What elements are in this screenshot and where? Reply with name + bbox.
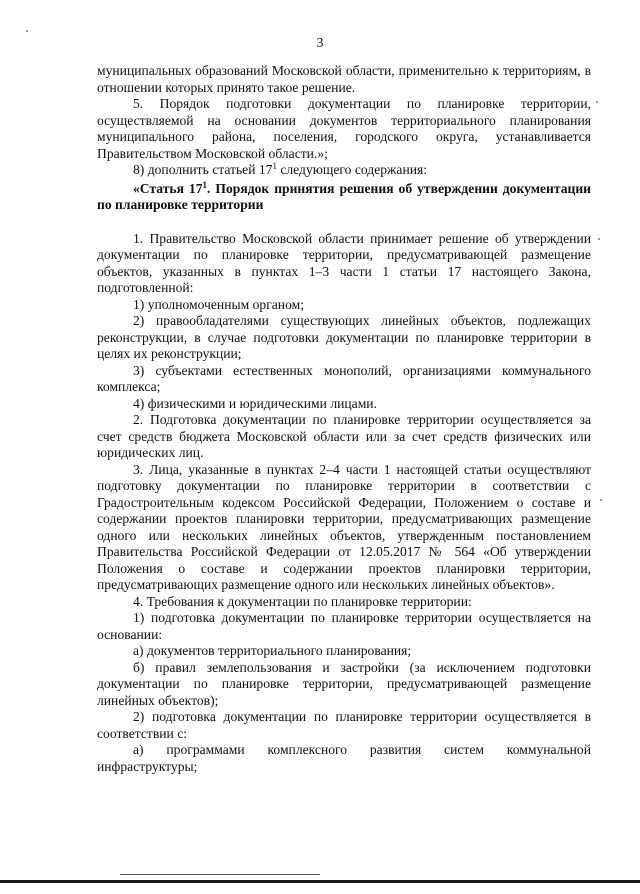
scan-speck (26, 30, 28, 32)
scan-bottom-edge (0, 880, 640, 883)
paragraph: 4. Требования к документации по планировке территории: (133, 593, 472, 609)
paragraph: 3. Лица, указанные в пунктах 2–4 части 1 настоящей статьи осуществляют подготовку документации по планировке территории в соответствии с Градостроительным кодексом Российской Федерации, Положением о составе и содержании проектов планировки территории, предусматривающих размещение одного или нескольких линейных объектов, утвержденным постановлением Правительства Российской Федерации от 12.05.2017 № 564 «Об утверждении Положения о составе и содержании проектов планировки территории, предусматривающих размещение одного или нескольких линейных объектов». (97, 461, 591, 592)
paragraph: 2) подготовка документации по планировке территории осуществляется в соответствии с: (97, 709, 591, 741)
paragraph: б) правил землепользования и застройки (за исключением подготовки документации по планировке территории, предусматривающей размещение линейных объектов); (97, 659, 591, 708)
scan-speck (600, 499, 602, 501)
paragraph: а) программами комплексного развития систем коммунальной инфраструктуры; (97, 742, 591, 774)
paragraph: 2. Подготовка документации по планировке территории осуществляется за счет средств бюджета Московской области или за счет средств физических или юридических лиц. (97, 412, 591, 460)
text-run: «Статья 17 (133, 180, 203, 196)
paragraph: 3) субъектами естественных монополий, организациями коммунального комплекса; (97, 362, 591, 394)
paragraph: 2) правообладателями существующих линейных объектов, подлежащих реконструкции, в случае подготовки документации по планировке территории в целях их реконструкции; (97, 313, 591, 361)
paragraph: 1) уполномоченным органом; (133, 296, 305, 312)
text-run: . Порядок принятия решения об утверждении документации по планировке территории (97, 180, 591, 212)
page-number: 3 (316, 36, 324, 51)
text-run: следующего содержания: (276, 162, 428, 177)
paragraph: 1) подготовка документации по планировке территории осуществляется на основании: (97, 610, 591, 642)
paragraph: а) документов территориального планирования; (133, 643, 412, 658)
text-run: 8) дополнить статьей 17 (133, 162, 273, 177)
paragraph: муниципальных образований Московской области, применительно к территориям, в отношении которых принято такое решение. (97, 63, 591, 95)
article-heading (97, 181, 591, 214)
scan-speck (596, 101, 598, 103)
paragraph: 1. Правительство Московской области принимает решение об утверждении документации по планировке территории, предусматривающей размещение объектов, указанных в пунктах 1–3 части 1 статьи 17 настоящего Закона, подготовленной: (97, 230, 591, 295)
footer-rule (120, 874, 320, 875)
scan-speck (598, 238, 600, 240)
document-body (97, 63, 591, 775)
superscript: 1 (272, 161, 277, 171)
paragraph: 4) физическими и юридическими лицами. (133, 395, 377, 411)
superscript: 1 (202, 179, 208, 190)
paragraph: 5. Порядок подготовки документации по планировке территории, осуществляемой на основании документов территориального планирования муниципального района, поселения, городского округа, устанавливается Правительством Московской области.»; (97, 96, 591, 161)
paragraph (97, 162, 591, 179)
